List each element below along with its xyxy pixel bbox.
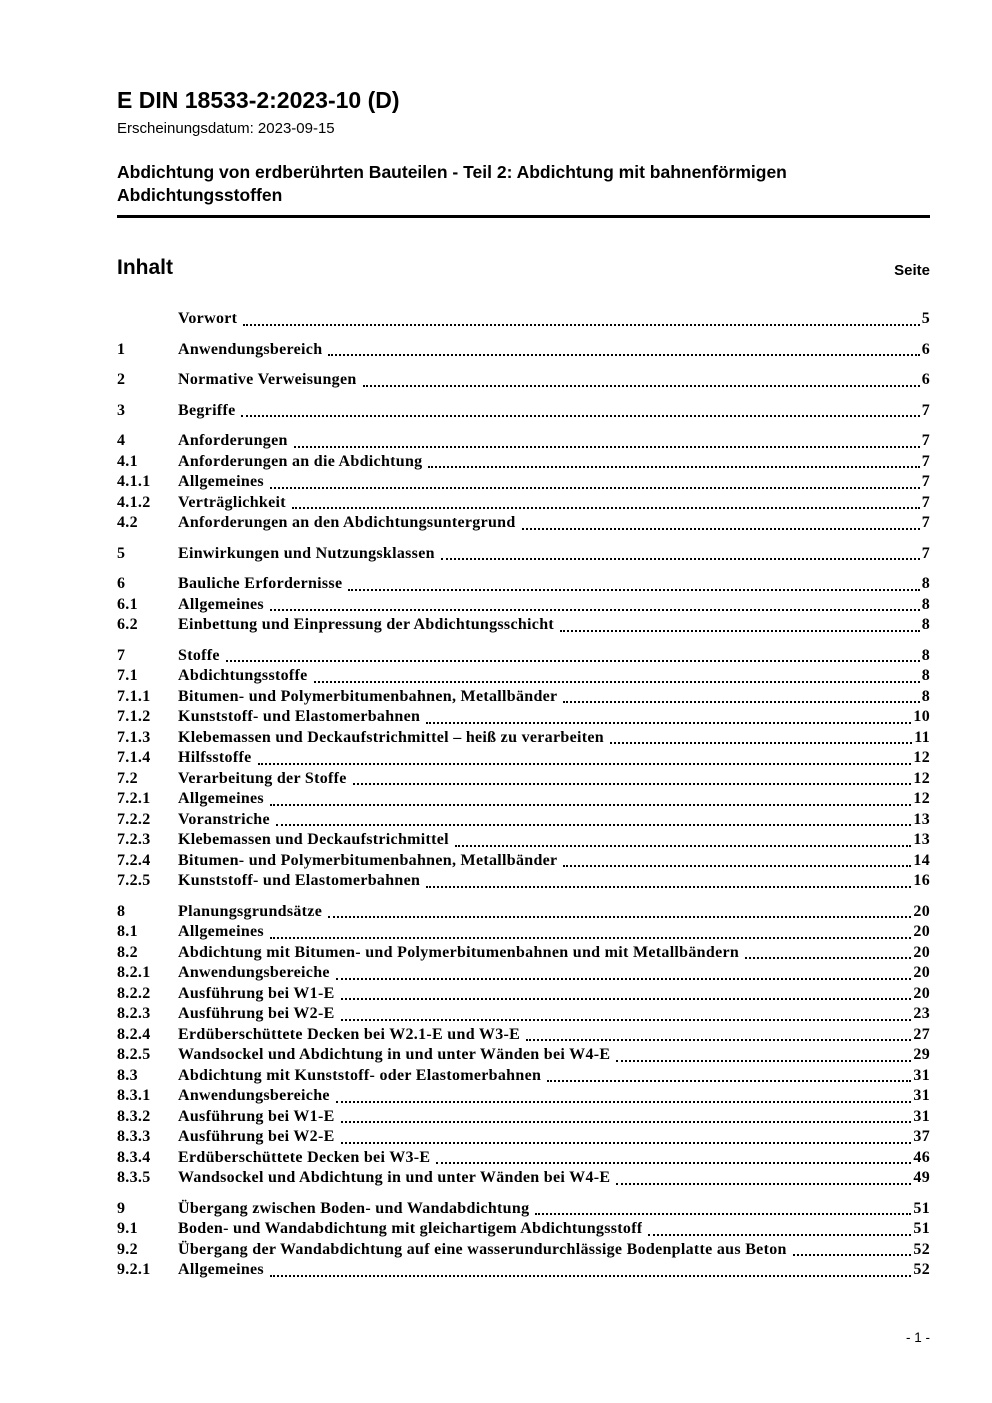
toc-entry-number: 9.1 [117,1220,138,1237]
toc-entry-label: Anforderungen [178,432,288,449]
toc-leader-dots [336,1101,912,1103]
toc-leader-dots [793,1254,912,1256]
toc-leader-dots [276,824,912,826]
toc-group [117,574,930,636]
toc-entry-label: Verarbeitung der Stoffe [178,769,347,787]
toc-entry-label: Anwendungsbereiche [178,964,330,981]
toc-entry [117,340,930,361]
toc-entry-number: 1 [117,340,126,358]
toc-leader-dots [243,324,919,326]
toc-entry [117,943,930,964]
toc-entry [117,984,930,1005]
toc-entry-page: 29 [913,1046,930,1063]
toc-leader-dots [258,763,912,765]
toc-entry-page: 20 [913,984,930,1002]
toc-leader-dots [563,701,919,703]
toc-leader-dots [328,354,919,356]
toc-entry [117,1219,930,1240]
page-content [117,0,930,1281]
toc-entry [117,769,930,790]
toc-entry [117,1260,930,1281]
toc-entry-number: 6 [117,575,126,592]
toc-entry-number: 8.3.1 [117,1087,151,1104]
toc-entry-number: 4 [117,432,126,449]
toc-leader-dots [270,937,911,939]
toc-leader-dots [226,660,920,662]
toc-entry [117,513,930,534]
toc-entry-label: Bitumen- und Polymerbitumenbahnen, Metallbänder [178,687,558,705]
toc-entry-number: 7.2.1 [117,790,151,807]
toc-leader-dots [270,609,920,611]
toc-entry-number: 7.2.3 [117,831,151,848]
toc-entry-label: Normative Verweisungen [178,371,357,388]
toc-entry-page: 23 [913,1005,930,1022]
toc-entry-page: 7 [921,432,930,449]
toc-entry [117,902,930,923]
toc-entry-page: 31 [913,1066,930,1084]
toc-entry-page: 7 [921,452,930,470]
toc-leader-dots [363,385,920,387]
toc-leader-dots [522,528,920,530]
toc-entry [117,615,930,636]
toc-entry-label: Allgemeines [178,923,264,940]
toc-entry-label: Allgemeines [178,595,264,613]
toc-entry-number: 8 [117,902,126,920]
toc-entry-page: 31 [913,1087,930,1104]
toc-entry-number: 8.3.4 [117,1148,151,1166]
toc-entry-page: 20 [913,943,930,961]
toc-entry-page: 13 [913,831,930,848]
toc-entry [117,452,930,473]
toc-entry-page: 13 [913,810,930,828]
toc-leader-dots [616,1060,911,1062]
toc-entry-number: 8.2 [117,943,138,961]
toc-group [117,309,930,330]
toc-entry-page: 8 [921,646,930,664]
toc-entry-label: Vorwort [178,310,238,327]
toc-entry-number: 7.2.4 [117,851,151,869]
toc-entry-number: 3 [117,401,126,419]
toc-group [117,646,930,892]
toc-entry-label: Kunststoff- und Elastomerbahnen [178,708,421,725]
toc-entry-number: 8.2.1 [117,964,151,981]
toc-list [117,309,930,1281]
toc-entry-label: Erdüberschüttete Decken bei W2.1-E und W3-E [178,1025,521,1043]
toc-leader-dots [428,466,919,468]
toc-entry-page: 27 [913,1025,930,1043]
toc-leader-dots [426,886,911,888]
toc-entry [117,871,930,892]
toc-entry-page: 20 [913,902,930,920]
toc-entry [117,810,930,831]
toc-entry-page: 37 [913,1128,930,1145]
toc-entry-label: Wandsockel und Abdichtung in und unter Wänden bei W4-E [178,1046,611,1063]
toc-entry-label: Ausführung bei W2-E [178,1005,335,1022]
toc-leader-dots [328,916,911,918]
toc-entry-label: Anwendungsbereiche [178,1087,330,1104]
toc-entry-label: Begriffe [178,401,236,419]
toc-entry-page: 20 [913,923,930,940]
toc-entry-page: 11 [914,728,930,746]
toc-entry-label: Boden- und Wandabdichtung mit gleichartigem Abdichtungsstoff [178,1220,643,1237]
toc-entry [117,472,930,493]
document-title: Abdichtung von erdberührten Bauteilen - Teil 2: Abdichtung mit bahnenförmigen Abdichtungsstoffen [117,161,930,218]
toc-entry-number: 7.1.1 [117,687,151,705]
toc-entry-page: 20 [913,964,930,981]
toc-entry-label: Anforderungen an die Abdichtung [178,452,423,470]
toc-entry [117,1045,930,1066]
toc-entry-number: 6.1 [117,595,138,613]
toc-leader-dots [270,804,911,806]
toc-entry [117,851,930,872]
toc-entry-label: Anwendungsbereich [178,340,323,358]
toc-entry-page: 6 [921,371,930,388]
toc-leader-dots [535,1213,911,1215]
toc-entry-label: Allgemeines [178,790,264,807]
toc-entry-label: Bauliche Erfordernisse [178,575,343,592]
toc-leader-dots [314,681,920,683]
toc-entry [117,748,930,769]
toc-entry [117,1025,930,1046]
toc-entry [117,707,930,728]
toc-leader-dots [745,957,911,959]
toc-entry-page: 51 [913,1220,930,1237]
toc-entry-label: Einbettung und Einpressung der Abdichtungsschicht [178,616,555,633]
toc-entry-label: Kunststoff- und Elastomerbahnen [178,872,421,889]
toc-entry [117,1168,930,1189]
toc-entry-number: 8.3.5 [117,1169,151,1186]
toc-group [117,544,930,565]
toc-entry-label: Klebemassen und Deckaufstrichmittel [178,831,449,848]
toc-entry-label: Klebemassen und Deckaufstrichmittel – heiß zu verarbeiten [178,728,604,746]
toc-entry-number: 4.1.2 [117,493,151,511]
toc-entry-label: Wandsockel und Abdichtung in und unter Wänden bei W4-E [178,1169,611,1186]
toc-entry-number: 9.2 [117,1240,138,1258]
toc-entry-page: 7 [921,544,930,562]
toc-entry [117,1086,930,1107]
toc-entry [117,830,930,851]
toc-entry [117,1004,930,1025]
toc-entry-label: Abdichtungsstoffe [178,667,308,684]
toc-entry [117,1240,930,1261]
toc-leader-dots [341,998,912,1000]
toc-entry-number: 7.1.4 [117,749,151,766]
toc-entry-label: Einwirkungen und Nutzungsklassen [178,544,435,562]
toc-entry-page: 6 [921,340,930,358]
toc-entry-number: 4.1.1 [117,473,151,490]
toc-group [117,902,930,1189]
toc-leader-dots [292,507,920,509]
toc-entry-page: 8 [921,616,930,633]
toc-entry [117,544,930,565]
toc-entry [117,963,930,984]
toc-leader-dots [353,783,912,785]
toc-entry [117,789,930,810]
toc-group [117,1199,930,1281]
toc-leader-dots [616,1183,911,1185]
toc-entry-page: 8 [921,687,930,705]
toc-entry-page: 7 [921,493,930,511]
toc-entry-label: Voranstriche [178,810,270,828]
toc-leader-dots [441,558,920,560]
toc-entry-page: 14 [913,851,930,869]
toc-leader-dots [341,1019,912,1021]
toc-entry-page: 5 [921,310,930,327]
toc-entry-page: 16 [913,872,930,889]
toc-page-column-label: Seite [894,262,930,279]
toc-heading: Inhalt [117,256,173,279]
toc-entry [117,1148,930,1169]
toc-group [117,431,930,534]
toc-leader-dots [426,722,911,724]
toc-leader-dots [241,415,919,417]
toc-entry-page: 12 [913,749,930,766]
toc-entry [117,431,930,452]
toc-entry-page: 8 [921,667,930,684]
toc-entry-page: 46 [913,1148,930,1166]
toc-entry [117,1127,930,1148]
toc-entry-number: 8.1 [117,923,138,940]
toc-leader-dots [341,1142,912,1144]
toc-entry-page: 7 [921,514,930,531]
toc-entry-number: 7 [117,646,126,664]
toc-entry-label: Ausführung bei W1-E [178,984,335,1002]
toc-group [117,401,930,422]
toc-entry-number: 8.3 [117,1066,138,1084]
toc-leader-dots [336,978,912,980]
toc-entry-label: Erdüberschüttete Decken bei W3-E [178,1148,431,1166]
toc-entry-label: Allgemeines [178,473,264,490]
toc-entry-page: 52 [913,1240,930,1258]
toc-entry-number: 9 [117,1199,126,1217]
toc-entry-page: 31 [913,1107,930,1125]
toc-entry-label: Abdichtung mit Kunststoff- oder Elastomerbahnen [178,1066,542,1084]
toc-entry-label: Hilfsstoffe [178,749,252,766]
toc-entry-page: 8 [921,595,930,613]
toc-entry-label: Allgemeines [178,1261,264,1278]
toc-entry-label: Stoffe [178,646,220,664]
toc-leader-dots [270,1275,911,1277]
toc-leader-dots [341,1121,912,1123]
toc-entry-label: Übergang der Wandabdichtung auf eine wasserundurchlässige Bodenplatte aus Beton [178,1240,787,1258]
toc-entry-page: 52 [913,1261,930,1278]
toc-entry-label: Bitumen- und Polymerbitumenbahnen, Metallbänder [178,851,558,869]
toc-entry-page: 51 [913,1199,930,1217]
toc-entry-label: Ausführung bei W1-E [178,1107,335,1125]
toc-entry [117,687,930,708]
toc-entry-number: 8.2.2 [117,984,151,1002]
toc-entry [117,922,930,943]
toc-leader-dots [563,865,911,867]
toc-entry [117,1107,930,1128]
toc-entry-number: 8.2.4 [117,1025,151,1043]
toc-entry-page: 12 [913,769,930,787]
toc-entry-label: Planungsgrundsätze [178,902,323,920]
toc-entry-number: 7.1.3 [117,728,151,746]
toc-entry-number: 7.1 [117,667,138,684]
toc-leader-dots [270,487,920,489]
document-number: E DIN 18533-2:2023-10 (D) [117,87,400,113]
toc-leader-dots [547,1080,911,1082]
toc-entry-number: 8.2.3 [117,1005,151,1022]
toc-entry-number: 9.2.1 [117,1261,151,1278]
toc-entry [117,666,930,687]
toc-entry [117,309,930,330]
toc-entry-number: 4.2 [117,514,138,531]
toc-entry-number: 7.1.2 [117,708,151,725]
toc-entry-page: 7 [921,401,930,419]
toc-leader-dots [348,589,919,591]
toc-entry-number: 8.2.5 [117,1046,151,1063]
toc-entry-label: Anforderungen an den Abdichtungsuntergrund [178,514,516,531]
toc-entry-label: Verträglichkeit [178,493,286,511]
toc-entry [117,728,930,749]
toc-entry-page: 10 [913,708,930,725]
toc-header-row [117,256,930,280]
toc-entry-page: 49 [913,1169,930,1186]
toc-entry-page: 12 [913,790,930,807]
toc-entry-number: 8.3.2 [117,1107,151,1125]
toc-group [117,370,930,391]
toc-leader-dots [560,630,920,632]
toc-leader-dots [610,742,912,744]
toc-entry [117,493,930,514]
toc-entry-page: 8 [921,575,930,592]
toc-entry-number: 8.3.3 [117,1128,151,1145]
toc-entry [117,370,930,391]
toc-leader-dots [436,1162,911,1164]
toc-entry-number: 7.2.2 [117,810,151,828]
toc-entry-number: 4.1 [117,452,138,470]
toc-entry [117,646,930,667]
toc-entry [117,401,930,422]
page-number-footer: - 1 - [905,1330,930,1345]
toc-entry-label: Abdichtung mit Bitumen- und Polymerbitumenbahnen und mit Metallbändern [178,943,740,961]
toc-entry-number: 5 [117,544,126,562]
toc-entry [117,595,930,616]
toc-leader-dots [294,446,920,448]
toc-leader-dots [526,1039,911,1041]
toc-group [117,340,930,361]
toc-entry-number: 7.2.5 [117,872,151,889]
toc-leader-dots [455,845,911,847]
toc-entry-label: Ausführung bei W2-E [178,1128,335,1145]
toc-entry-label: Übergang zwischen Boden- und Wandabdichtung [178,1199,530,1217]
toc-entry [117,1199,930,1220]
toc-entry-number: 2 [117,371,126,388]
toc-entry-page: 7 [921,473,930,490]
toc-entry-number: 7.2 [117,769,138,787]
toc-entry [117,574,930,595]
toc-leader-dots [648,1234,911,1236]
release-date: Erscheinungsdatum: 2023-09-15 [117,120,335,137]
toc-entry-number: 6.2 [117,616,138,633]
toc-entry [117,1066,930,1087]
